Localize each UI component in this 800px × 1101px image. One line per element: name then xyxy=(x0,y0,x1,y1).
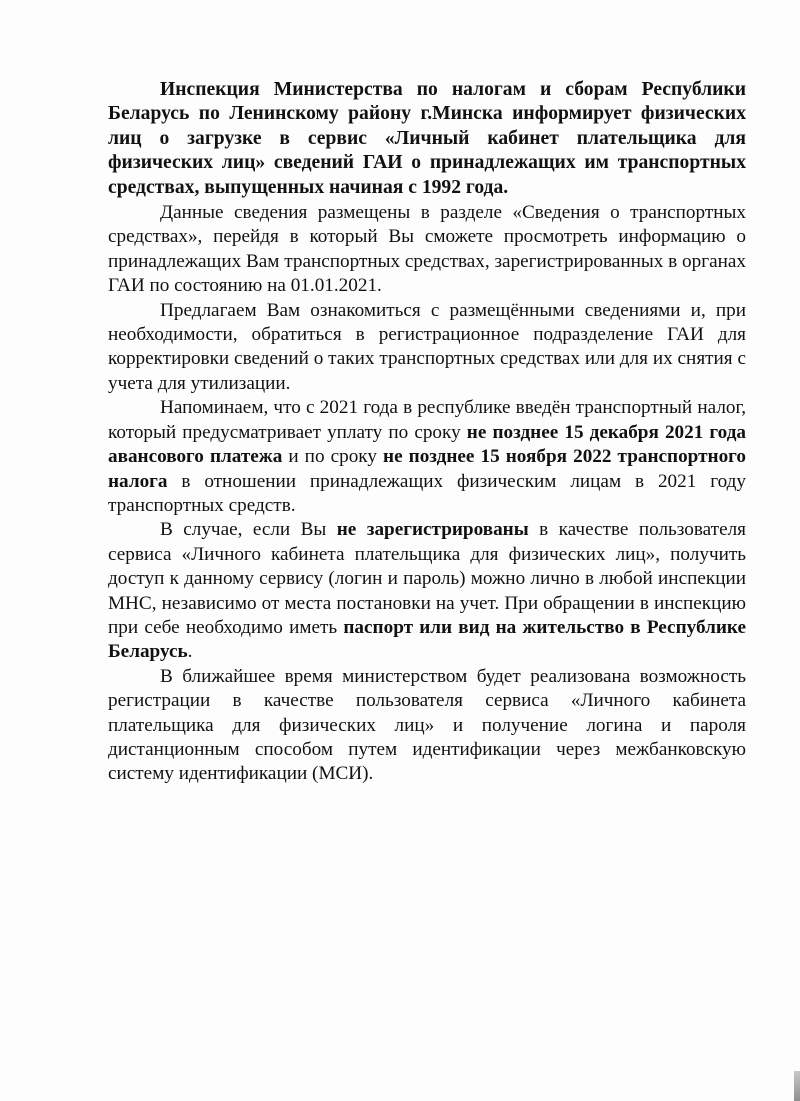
scan-edge-mark xyxy=(794,1071,800,1101)
paragraph-vehicle-info: Данные сведения размещены в разделе «Сведения о транспортных средствах», перейдя в который Вы сможете просмотреть информацию о принадлежащих Вам транспортных средствах, зарегистрированных в органах ГАИ по состоянию на 01.01.2021. xyxy=(108,202,746,297)
registration-text-3: . xyxy=(187,641,193,663)
advance-payment-deadline: не позднее 15 декабря 2021 года авансового платежа xyxy=(108,421,747,468)
paragraph-tax-reminder xyxy=(108,396,746,518)
paragraph-remote-registration: В ближайшее время министерством будет реализована возможность регистрации в качестве пользователя сервиса «Личного кабинета плательщика для физических лиц» и получение логина и пароля дистанционным способом путем идентификации через межбанковскую систему идентификации (МСИ). xyxy=(108,665,746,785)
document-content xyxy=(108,78,746,787)
document-heading: Инспекция Министерства по налогам и сборам Республики Беларусь по Ленинскому району г.Минска информирует физических лиц о загрузке в сервис «Личный кабинет плательщика для физических лиц» сведений ГАИ о принадлежащих им транспортных средствах, выпущенных начиная с 1992 года. xyxy=(108,79,746,198)
not-registered-emphasis: не зарегистрированы xyxy=(336,519,529,541)
required-documents: паспорт или вид на жительство в Республике Беларусь xyxy=(108,616,746,663)
tax-payment-deadline: не позднее 15 ноября 2022 транспортного налога xyxy=(108,446,746,492)
tax-reminder-text-2: и по сроку xyxy=(282,446,384,468)
paragraph-check-info: Предлагаем Вам ознакомиться с размещёнными сведениями и, при необходимости, обратиться в регистрационное подразделение ГАИ для корректировки сведений о таких транспортных средствах или для их снятия с учета для утилизации. xyxy=(108,299,746,394)
tax-reminder-text-1: Напоминаем, что с 2021 года в республике введён транспортный налог, который предусматривает уплату по сроку xyxy=(108,397,746,443)
registration-text-1: В случае, если Вы xyxy=(160,519,337,541)
tax-reminder-text-3: в отношении принадлежащих физическим лицам в 2021 году транспортных средств. xyxy=(108,470,746,516)
paragraph-registration xyxy=(108,518,746,664)
registration-text-2: в качестве пользователя сервиса «Личного кабинета плательщика для физических лиц», получить доступ к данному сервису (логин и пароль) можно лично в любой инспекции МНС, независимо от места постановки на учет. При обращении в инспекцию при себе необходимо иметь xyxy=(108,519,746,638)
